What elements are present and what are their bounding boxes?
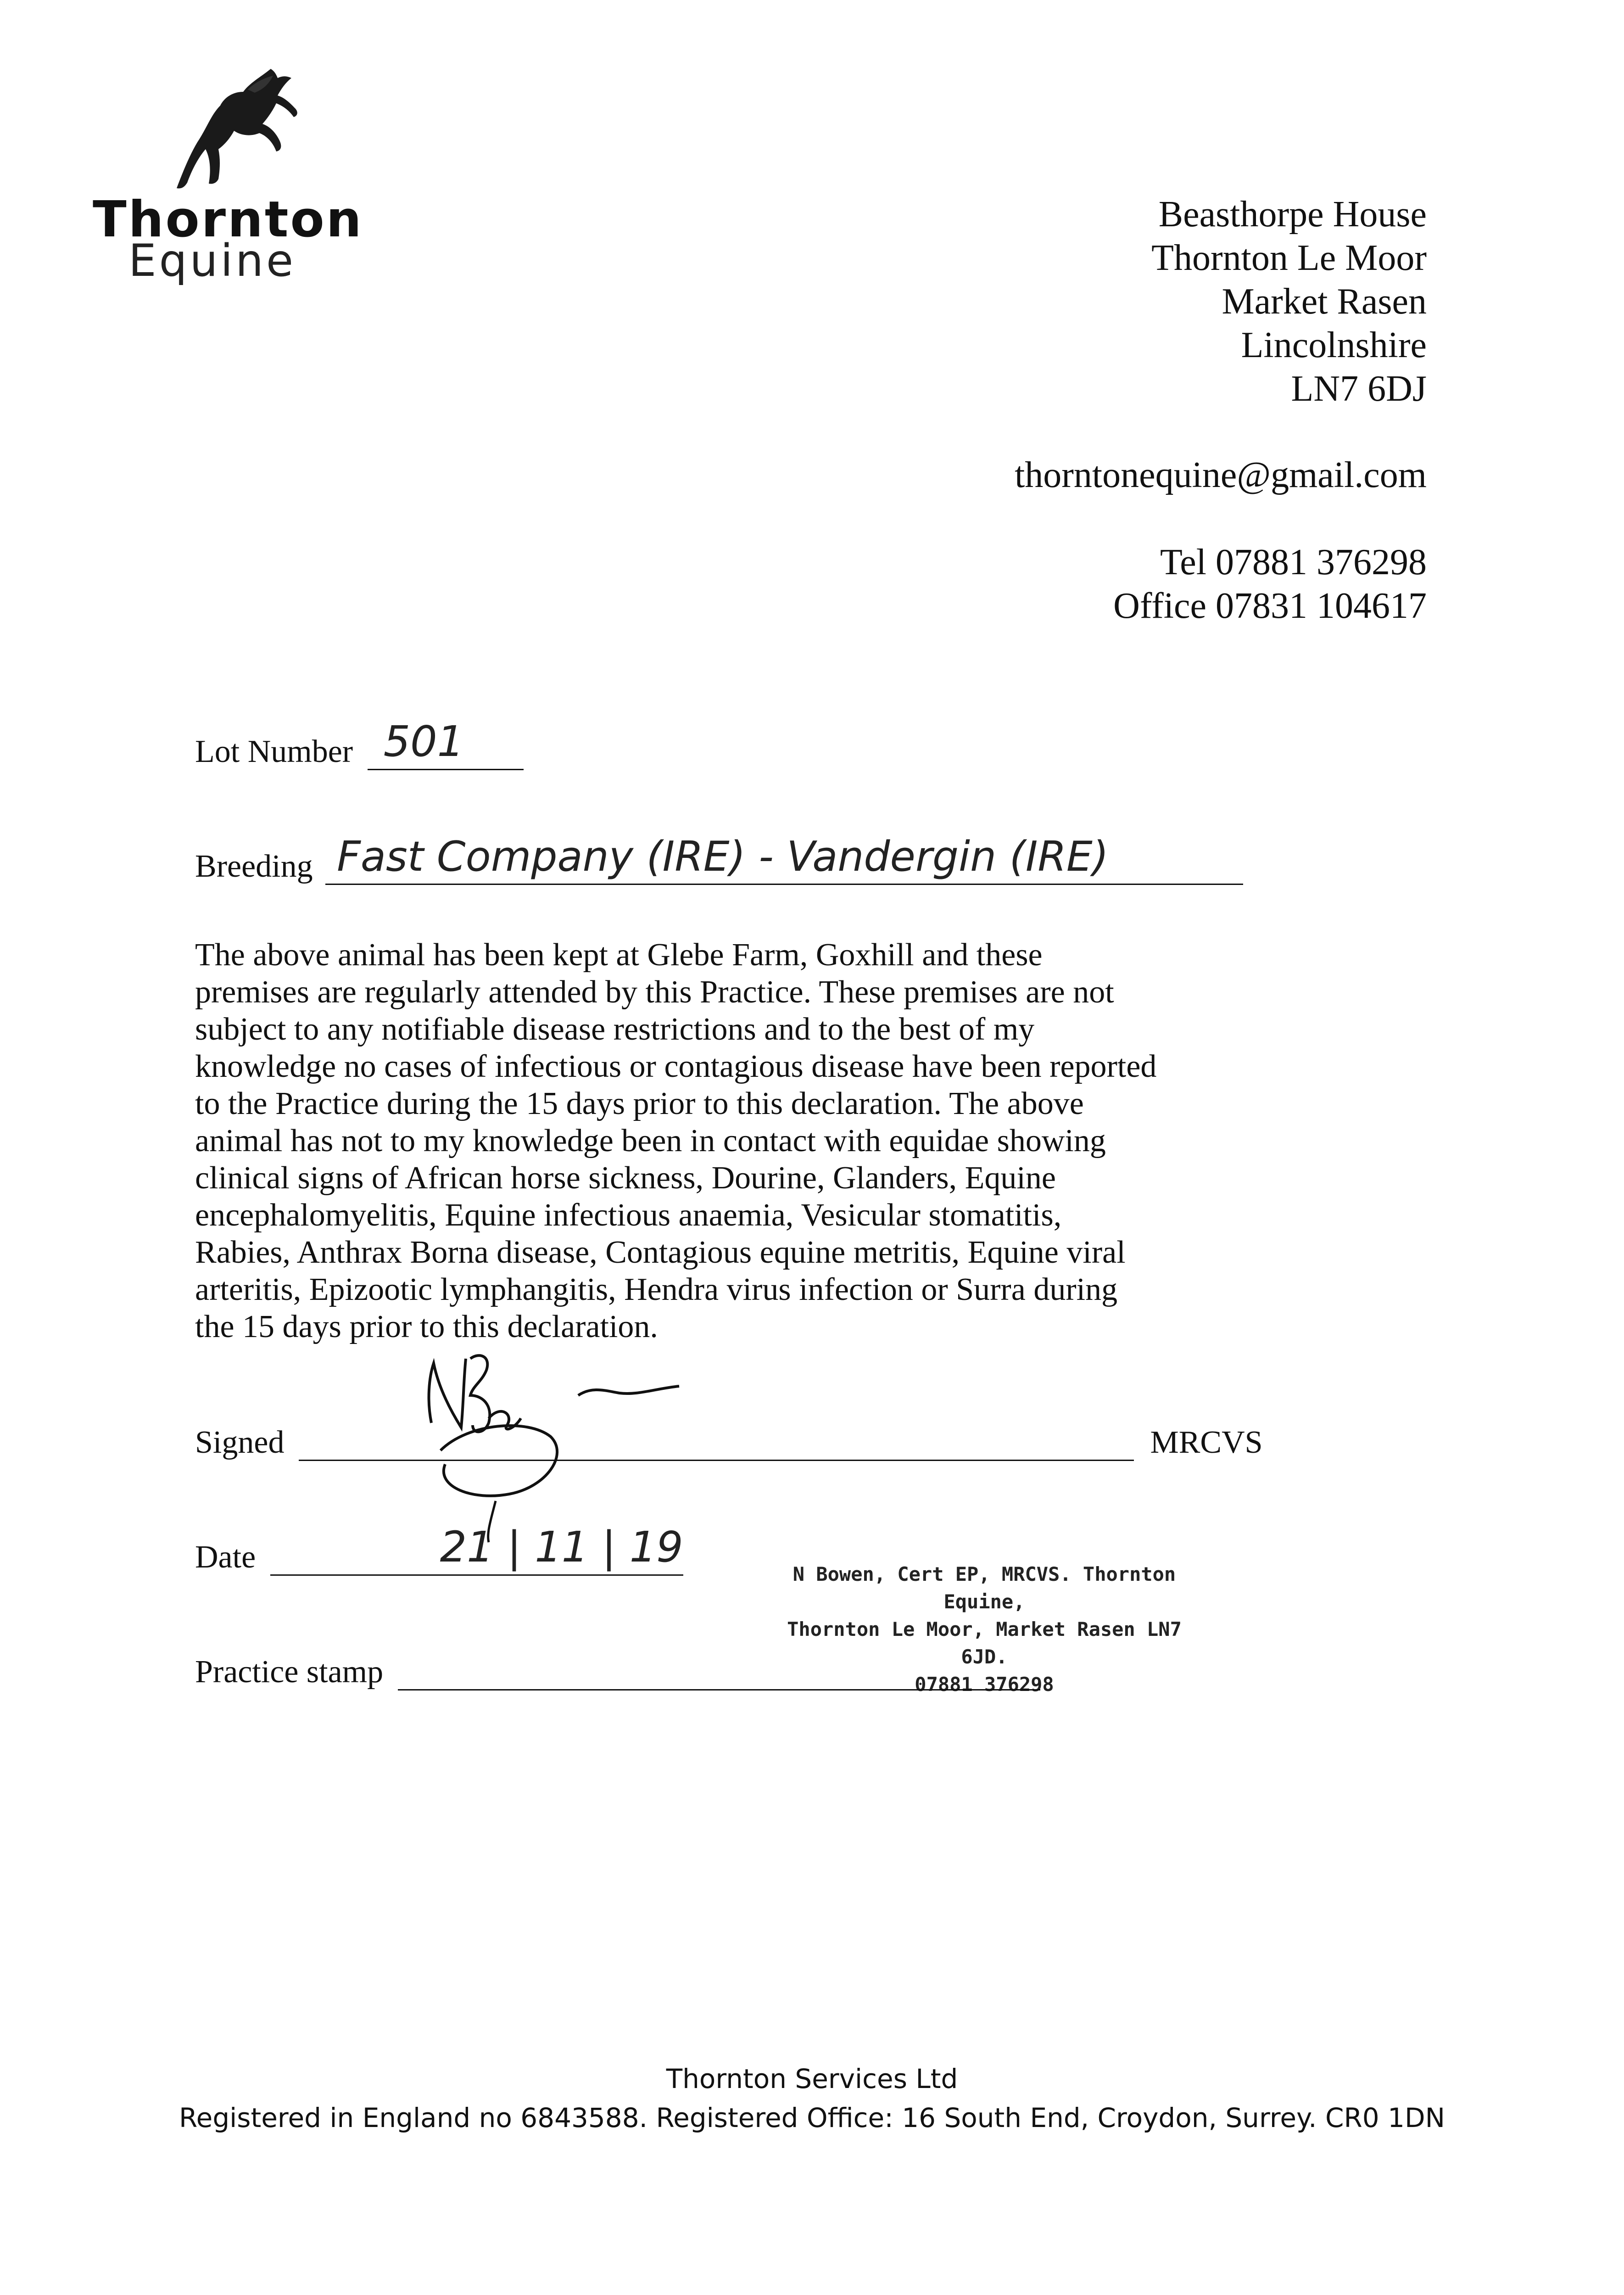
address-line: Market Rasen bbox=[1222, 281, 1427, 322]
mrcvs-label: MRCVS bbox=[1150, 1425, 1263, 1460]
address-line: Lincolnshire bbox=[1241, 325, 1427, 365]
address-line: Thornton Le Moor bbox=[1151, 238, 1427, 278]
date-label: Date bbox=[195, 1539, 256, 1575]
breeding-field bbox=[195, 833, 1243, 885]
signed-label: Signed bbox=[195, 1425, 285, 1460]
practice-stamp-field bbox=[195, 1646, 1040, 1690]
stamp-line: Thornton Le Moor, Market Rasen LN7 6JD. bbox=[787, 1618, 1182, 1668]
address-block bbox=[1151, 193, 1427, 411]
declaration-text: The above animal has been kept at Glebe Farm, Goxhill and these premises are regularly attended by this Practice. These premises are not subject to any notifiable disease restrictions and to the best of my knowledge no cases of infectious or contagious disease have been reported to the Practice during the 15 days prior to this declaration. The above animal has not to my knowledge been in contact with equidae showing clinical signs of African horse sickness, Dourine, Glanders, Equine encephalomyelitis, Equine infectious anaemia, Vesicular stomatitis, Rabies, Anthrax Borna disease, Contagious equine metritis, Equine viral arteritis, Epizootic lymphangitis, Hendra virus infection or Surra during the 15 days prior to this declaration. bbox=[195, 937, 1157, 1344]
logo-text-thornton: Thornton bbox=[93, 191, 363, 248]
lot-number-field bbox=[195, 717, 524, 770]
lot-number-label: Lot Number bbox=[195, 734, 353, 769]
date-field bbox=[195, 1523, 683, 1576]
address-line: LN7 6DJ bbox=[1291, 369, 1427, 409]
address-line: Beasthorpe House bbox=[1158, 194, 1427, 235]
phone-block bbox=[1113, 541, 1427, 628]
date-value: 21 | 11 | 19 bbox=[440, 1523, 683, 1572]
email-address: thorntonequine@gmail.com bbox=[1015, 455, 1427, 495]
date-line bbox=[270, 1523, 683, 1576]
lot-number-line bbox=[368, 717, 524, 770]
stamp-line: 07881 376298 bbox=[915, 1673, 1054, 1696]
breeding-line bbox=[325, 833, 1243, 885]
lot-number-value: 501 bbox=[383, 717, 464, 766]
practice-stamp-label: Practice stamp bbox=[195, 1654, 384, 1690]
footer-registration: Registered in England no 6843588. Registered Office: 16 South End, Croydon, Surrey. CR0 1DN bbox=[179, 2102, 1445, 2133]
telephone-number: Tel 07881 376298 bbox=[1160, 542, 1427, 582]
practice-stamp-line bbox=[398, 1646, 1040, 1690]
logo-text-equine: Equine bbox=[128, 235, 296, 286]
stamp-line: N Bowen, Cert EP, MRCVS. Thornton Equine, bbox=[792, 1563, 1176, 1613]
footer-company: Thornton Services Ltd bbox=[666, 2063, 958, 2094]
company-logo bbox=[87, 64, 363, 286]
office-number: Office 07831 104617 bbox=[1113, 586, 1427, 626]
breeding-value: Fast Company (IRE) - Vandergin (IRE) bbox=[337, 833, 1109, 881]
breeding-label: Breeding bbox=[195, 849, 313, 884]
